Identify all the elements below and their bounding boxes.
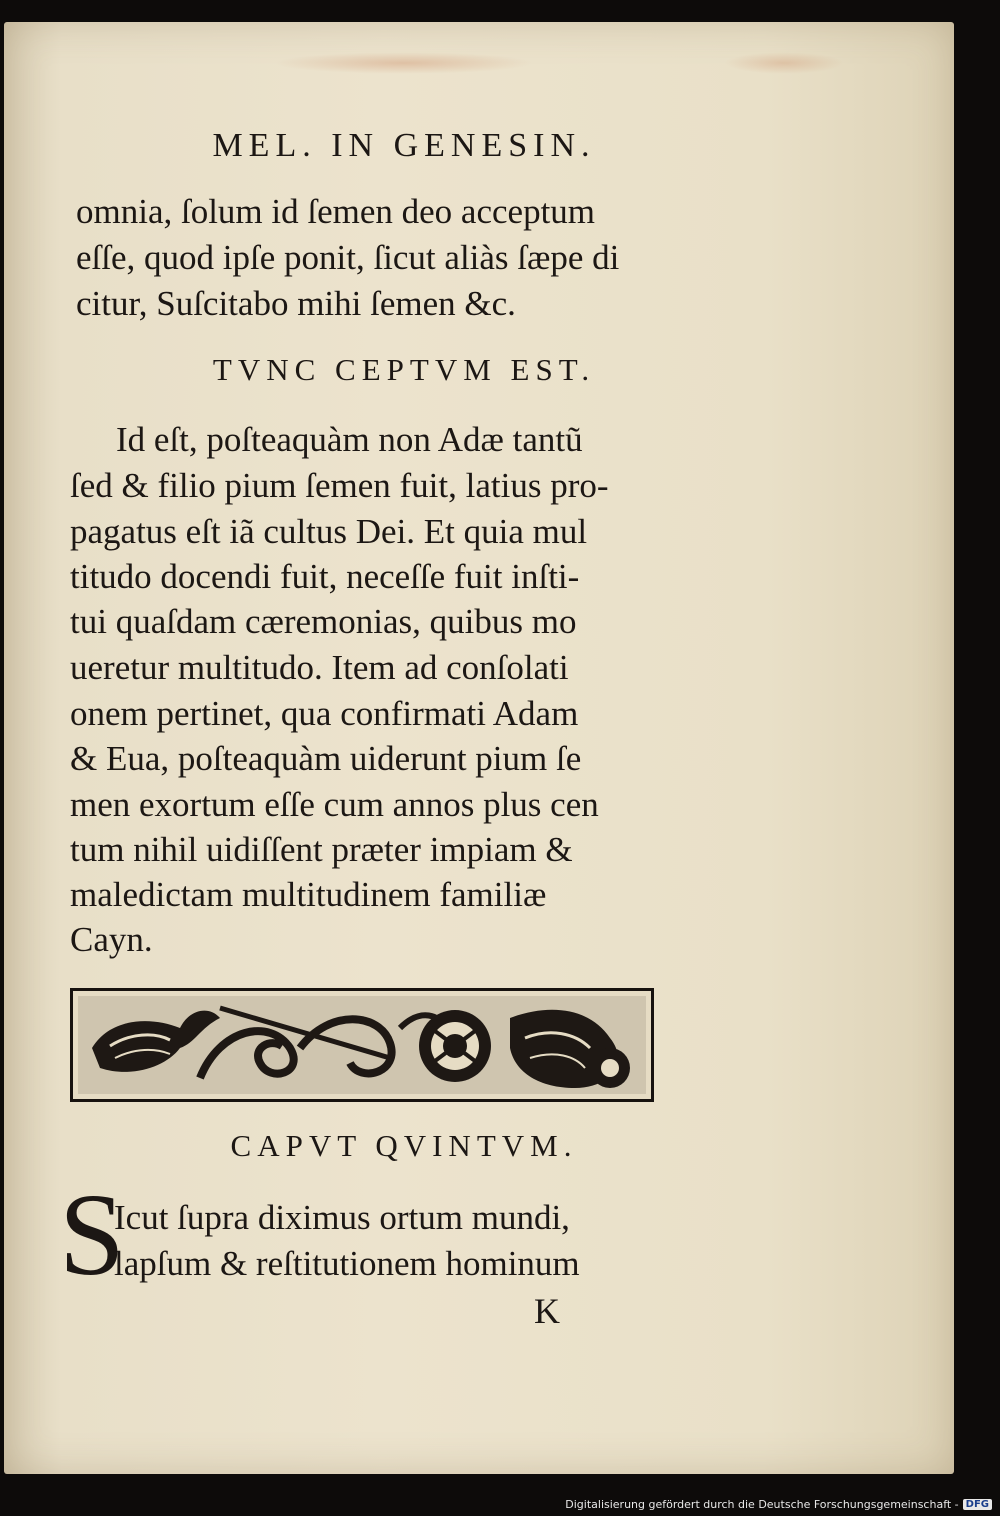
credit-text: Digitalisierung gefördert durch die Deutsche Forschungsgemeinschaft - xyxy=(565,1498,959,1511)
text-line: onem pertinet, qua confirmati Adam xyxy=(70,694,579,733)
text-line: Cayn. xyxy=(70,920,153,959)
text-line: titudo docendi fuit, neceſſe fuit inſti- xyxy=(70,557,580,596)
text-line: tui quaſdam cæremonias, quibus mo xyxy=(70,602,577,641)
book-page xyxy=(4,22,954,1474)
text-line: eſſe, quod ipſe ponit, ſicut aliàs ſæpe di xyxy=(76,238,620,277)
chapter-heading: CAPVT QVINTVM. xyxy=(230,1128,578,1163)
text-line: ſed & filio pium ſemen fuit, latius pro- xyxy=(70,466,609,505)
dfg-logo: DFG xyxy=(963,1499,992,1510)
text-line: omnia, ſolum id ſemen deo acceptum xyxy=(76,192,596,231)
running-head: MEL. IN GENESIN. xyxy=(212,127,596,164)
text-line: pagatus eſt iã cultus Dei. Et quia mul xyxy=(70,512,588,551)
text-line: men exortum eſſe cum annos plus cen xyxy=(70,785,599,824)
text-line: Id eſt, poſteaquàm non Adæ tantũ xyxy=(116,420,583,459)
drop-capital: S xyxy=(59,1169,125,1300)
text-line: lapſum & reſtitutionem hominum xyxy=(114,1244,580,1283)
signature-mark: K xyxy=(534,1291,560,1331)
text-line: ueretur multitudo. Item ad conſolati xyxy=(70,648,569,687)
text-line: citur, Suſcitabo mihi ſemen &c. xyxy=(76,284,516,323)
text-line: & Eua, poſteaquàm uiderunt pium ſe xyxy=(70,739,582,778)
text-line: tum nihil uidiſſent præter impiam & xyxy=(70,830,573,869)
digitization-credit xyxy=(565,1498,992,1511)
woodcut-ornament-border xyxy=(70,988,654,1102)
text-line: maledictam multitudinem familiæ xyxy=(70,875,547,914)
text-line: Icut ſupra diximus ortum mundi, xyxy=(114,1198,570,1237)
section-heading: TVNC CEPTVM EST. xyxy=(212,352,596,387)
